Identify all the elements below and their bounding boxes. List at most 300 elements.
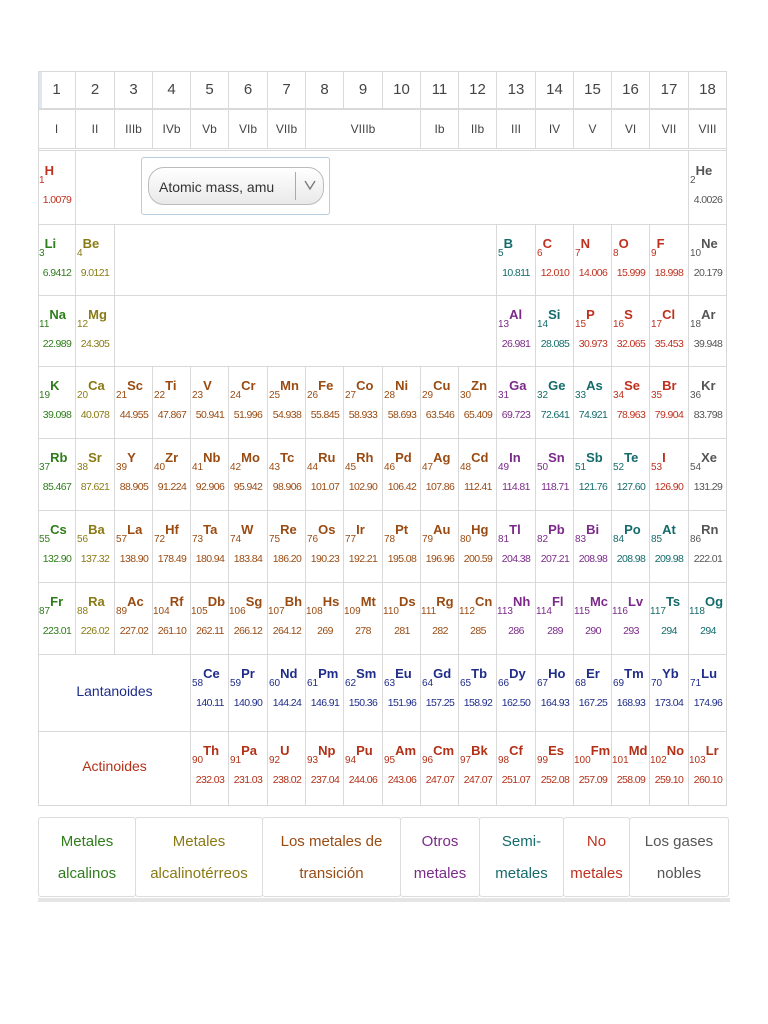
atomic-number: 38 [77, 462, 89, 473]
atomic-mass: 55.845 [310, 409, 340, 421]
element-cell-ba[interactable] [76, 510, 115, 582]
element-cell-sg[interactable] [229, 582, 268, 654]
element-cell-pr[interactable] [229, 654, 268, 731]
element-cell-li[interactable] [38, 224, 76, 295]
element-cell-u[interactable] [268, 731, 306, 805]
element-heading [613, 523, 650, 545]
atomic-mass: 72.641 [540, 409, 570, 421]
atomic-number: 74 [230, 534, 242, 545]
element-cell-hf[interactable] [153, 510, 191, 582]
atomic-number: 15 [575, 319, 587, 330]
atomic-mass: 140.90 [233, 697, 263, 709]
atomic-mass: 78.963 [616, 409, 646, 421]
element-cell-rf[interactable] [153, 582, 191, 654]
element-symbol: V [203, 378, 212, 393]
element-heading [460, 451, 497, 473]
atomic-number: 88 [77, 606, 89, 617]
atomic-number: 16 [613, 319, 625, 330]
element-cell-i[interactable] [650, 438, 689, 510]
property-select-value: Atomic mass, amu [159, 179, 275, 195]
element-symbol: Kr [701, 378, 716, 393]
atomic-mass: 91.224 [157, 481, 187, 493]
element-cell-be[interactable] [76, 224, 115, 295]
element-heading [537, 451, 574, 473]
element-cell-bh[interactable] [268, 582, 306, 654]
element-cell-lu[interactable] [689, 654, 727, 731]
element-heading [307, 379, 344, 401]
element-symbol: Ar [701, 307, 716, 322]
element-heading [575, 308, 612, 330]
element-heading [613, 308, 650, 330]
element-heading [345, 667, 382, 689]
element-cell-md[interactable] [612, 731, 650, 805]
atomic-number: 24 [230, 390, 242, 401]
atomic-number: 63 [384, 678, 396, 689]
atomic-mass: 40.078 [80, 409, 110, 421]
atomic-mass: 162.50 [501, 697, 531, 709]
element-cell-f[interactable] [650, 224, 689, 295]
atomic-number: 95 [384, 755, 396, 766]
element-cell-po[interactable] [612, 510, 650, 582]
element-cell-sc[interactable] [115, 366, 153, 438]
element-cell-c[interactable] [536, 224, 574, 295]
group-roman-header: Vb [191, 109, 229, 149]
element-cell-rn[interactable] [689, 510, 727, 582]
atomic-mass: 126.90 [654, 481, 684, 493]
atomic-mass: 289 [547, 625, 563, 637]
element-heading [690, 667, 727, 689]
element-cell-pd[interactable] [383, 438, 421, 510]
legend-button-ae[interactable] [135, 817, 263, 897]
element-cell-nd[interactable] [268, 654, 306, 731]
element-cell-fe[interactable] [306, 366, 344, 438]
atomic-number: 30 [460, 390, 472, 401]
atomic-mass: 258.09 [616, 774, 646, 786]
element-cell-cn[interactable] [459, 582, 497, 654]
element-symbol: Zn [471, 378, 488, 393]
element-heading [422, 451, 459, 473]
element-cell-zn[interactable] [459, 366, 497, 438]
atomic-mass: 138.90 [119, 553, 149, 565]
element-heading [154, 451, 191, 473]
element-cell-gd[interactable] [421, 654, 459, 731]
element-cell-si[interactable] [536, 295, 574, 366]
atomic-number: 93 [307, 755, 319, 766]
element-cell-se[interactable] [612, 366, 650, 438]
element-cell-co[interactable] [344, 366, 383, 438]
element-cell-bk[interactable] [459, 731, 497, 805]
atomic-number: 50 [537, 462, 549, 473]
element-cell-in[interactable] [497, 438, 536, 510]
atomic-mass: 238.02 [272, 774, 302, 786]
atomic-mass: 92.906 [195, 481, 225, 493]
atomic-mass: 207.21 [540, 553, 570, 565]
element-cell-os[interactable] [306, 510, 344, 582]
atomic-number: 71 [690, 678, 702, 689]
element-heading [230, 523, 267, 545]
element-cell-pt[interactable] [383, 510, 421, 582]
element-cell-sb[interactable] [574, 438, 612, 510]
element-cell-og[interactable] [689, 582, 727, 654]
atomic-mass: 28.085 [540, 338, 570, 350]
element-cell-al[interactable] [497, 295, 536, 366]
element-symbol: Rg [436, 594, 454, 609]
element-heading [345, 744, 382, 766]
element-cell-sn[interactable] [536, 438, 574, 510]
element-symbol: Es [548, 743, 565, 758]
atomic-number: 10 [690, 248, 702, 259]
element-cell-rb[interactable] [38, 438, 76, 510]
atomic-number: 98 [498, 755, 510, 766]
element-cell-ga[interactable] [497, 366, 536, 438]
element-cell-bi[interactable] [574, 510, 612, 582]
element-cell-ir[interactable] [344, 510, 383, 582]
element-cell-at[interactable] [650, 510, 689, 582]
element-cell-sr[interactable] [76, 438, 115, 510]
element-cell-yb[interactable] [650, 654, 689, 731]
element-heading [613, 379, 650, 401]
element-cell-b[interactable] [497, 224, 536, 295]
element-heading [422, 667, 459, 689]
element-cell-xe[interactable] [689, 438, 727, 510]
legend-button-ot[interactable] [400, 817, 480, 897]
element-symbol: S [624, 307, 633, 322]
element-symbol: Fr [50, 594, 64, 609]
element-cell-p[interactable] [574, 295, 612, 366]
element-heading [613, 667, 650, 689]
element-heading [154, 379, 191, 401]
element-cell-tl[interactable] [497, 510, 536, 582]
atomic-number: 27 [345, 390, 357, 401]
element-cell-ce[interactable] [191, 654, 229, 731]
element-cell-ta[interactable] [191, 510, 229, 582]
element-heading [612, 595, 649, 617]
element-symbol: Ho [548, 666, 566, 681]
legend-label: Los metales de transición [280, 833, 383, 882]
element-cell-ca[interactable] [76, 366, 115, 438]
element-cell-k[interactable] [38, 366, 76, 438]
element-cell-ds[interactable] [383, 582, 421, 654]
element-symbol: Pr [241, 666, 255, 681]
element-heading [39, 379, 76, 401]
atomic-mass: 18.998 [654, 267, 684, 279]
atomic-number: 77 [345, 534, 357, 545]
element-symbol: Pm [318, 666, 339, 681]
element-cell-te[interactable] [612, 438, 650, 510]
element-heading [498, 451, 535, 473]
atomic-mass: 286 [508, 625, 524, 637]
element-heading [230, 744, 267, 766]
element-cell-mg[interactable] [76, 295, 115, 366]
atomic-mass: 22.989 [42, 338, 72, 350]
atomic-number: 3 [39, 248, 45, 259]
element-cell-as[interactable] [574, 366, 612, 438]
group-roman-header: IVb [153, 109, 191, 149]
atomic-mass: 158.92 [463, 697, 493, 709]
element-cell-ag[interactable] [421, 438, 459, 510]
group-number-header: 2 [76, 71, 115, 109]
atomic-number: 111 [421, 606, 437, 617]
atomic-number: 70 [651, 678, 663, 689]
atomic-number: 46 [384, 462, 396, 473]
element-heading [39, 164, 76, 186]
group-number-header: 3 [115, 71, 153, 109]
element-cell-o[interactable] [612, 224, 650, 295]
group-roman-header: Ib [421, 109, 459, 149]
element-cell-ne[interactable] [689, 224, 727, 295]
element-cell-lv[interactable] [612, 582, 650, 654]
element-heading [345, 451, 382, 473]
atomic-number: 29 [422, 390, 434, 401]
element-heading [269, 451, 306, 473]
atomic-mass: 200.59 [463, 553, 493, 565]
element-cell-tc[interactable] [268, 438, 306, 510]
element-cell-mc[interactable] [574, 582, 612, 654]
element-symbol: Y [127, 450, 136, 465]
actinoids-label: Actinoides [82, 758, 147, 774]
element-heading [460, 379, 497, 401]
element-symbol: Zr [165, 450, 179, 465]
group-roman-header: IIIb [115, 109, 153, 149]
element-heading [690, 308, 727, 330]
atomic-mass: 24.305 [80, 338, 110, 350]
element-cell-pm[interactable] [306, 654, 344, 731]
atomic-number: 100 [574, 755, 591, 766]
atomic-number: 58 [192, 678, 204, 689]
atomic-mass: 282 [432, 625, 448, 637]
element-cell-lr[interactable] [689, 731, 727, 805]
group-number-header: 14 [536, 71, 574, 109]
element-symbol: Tc [280, 450, 295, 465]
element-cell-y[interactable] [115, 438, 153, 510]
element-cell-ho[interactable] [536, 654, 574, 731]
element-cell-v[interactable] [191, 366, 229, 438]
atomic-mass: 164.93 [540, 697, 570, 709]
element-cell-ar[interactable] [689, 295, 727, 366]
atomic-mass: 20.179 [693, 267, 723, 279]
atomic-mass: 196.96 [425, 553, 455, 565]
element-cell-h[interactable] [38, 151, 76, 224]
element-cell-pb[interactable] [536, 510, 574, 582]
element-cell-hs[interactable] [306, 582, 344, 654]
atomic-mass: 79.904 [654, 409, 684, 421]
element-cell-rh[interactable] [344, 438, 383, 510]
element-cell-es[interactable] [536, 731, 574, 805]
element-cell-s[interactable] [612, 295, 650, 366]
element-cell-mo[interactable] [229, 438, 268, 510]
element-cell-n[interactable] [574, 224, 612, 295]
atomic-mass: 293 [623, 625, 639, 637]
element-symbol: Gd [433, 666, 452, 681]
dropdown-separator [295, 172, 296, 200]
element-symbol: Cd [471, 450, 489, 465]
element-cell-cm[interactable] [421, 731, 459, 805]
element-cell-na[interactable] [38, 295, 76, 366]
element-heading [689, 595, 726, 617]
element-symbol: Pu [356, 743, 373, 758]
element-heading [650, 595, 687, 617]
atomic-number: 25 [269, 390, 281, 401]
element-cell-cu[interactable] [421, 366, 459, 438]
grid-line [38, 150, 727, 151]
element-cell-cf[interactable] [497, 731, 536, 805]
legend-label: Otros metales [413, 833, 467, 882]
atomic-number: 108 [306, 606, 323, 617]
atomic-mass: 4.0026 [693, 194, 723, 206]
atomic-number: 65 [460, 678, 472, 689]
atomic-number: 31 [498, 390, 510, 401]
element-heading [269, 523, 306, 545]
element-cell-w[interactable] [229, 510, 268, 582]
element-cell-cl[interactable] [650, 295, 689, 366]
atomic-number: 67 [537, 678, 549, 689]
property-dropdown[interactable] [141, 157, 330, 215]
element-cell-pa[interactable] [229, 731, 268, 805]
element-heading [574, 595, 611, 617]
atomic-number: 106 [229, 606, 246, 617]
element-cell-fl[interactable] [536, 582, 574, 654]
element-symbol: Cs [50, 522, 67, 537]
element-heading [690, 379, 727, 401]
element-cell-cs[interactable] [38, 510, 76, 582]
element-cell-th[interactable] [191, 731, 229, 805]
atomic-mass: 1.0079 [42, 194, 72, 206]
element-cell-tm[interactable] [612, 654, 650, 731]
atomic-number: 17 [651, 319, 663, 330]
category-legend [38, 817, 728, 899]
atomic-number: 18 [690, 319, 702, 330]
element-symbol: Re [280, 522, 297, 537]
legend-button-ng[interactable] [629, 817, 729, 897]
element-cell-ge[interactable] [536, 366, 574, 438]
element-heading [575, 237, 612, 259]
element-heading [651, 237, 688, 259]
element-symbol: Np [318, 743, 336, 758]
element-symbol: Si [548, 307, 561, 322]
element-cell-ra[interactable] [76, 582, 115, 654]
atomic-number: 68 [575, 678, 587, 689]
element-symbol: Rb [50, 450, 68, 465]
atomic-mass: 85.467 [42, 481, 72, 493]
element-cell-dy[interactable] [497, 654, 536, 731]
atomic-mass: 102.90 [348, 481, 378, 493]
group-number-header: 12 [459, 71, 497, 109]
element-cell-au[interactable] [421, 510, 459, 582]
element-symbol: Ta [203, 522, 218, 537]
atomic-mass: 88.905 [119, 481, 149, 493]
element-heading [230, 667, 267, 689]
atomic-number: 117 [650, 606, 666, 617]
atomic-number: 44 [307, 462, 319, 473]
group-number-header: 7 [268, 71, 306, 109]
element-heading [575, 379, 612, 401]
element-symbol: Cr [241, 378, 256, 393]
element-heading [422, 744, 459, 766]
element-cell-he[interactable] [689, 151, 727, 224]
element-cell-fm[interactable] [574, 731, 612, 805]
element-heading [384, 379, 421, 401]
group-number-header: 10 [383, 71, 421, 109]
atomic-mass: 178.49 [157, 553, 187, 565]
element-symbol: Nb [203, 450, 221, 465]
atomic-mass: 261.10 [157, 625, 187, 637]
legend-button-sm[interactable] [479, 817, 564, 897]
element-cell-ti[interactable] [153, 366, 191, 438]
element-cell-am[interactable] [383, 731, 421, 805]
atomic-mass: 95.942 [233, 481, 263, 493]
element-cell-cd[interactable] [459, 438, 497, 510]
element-cell-la[interactable] [115, 510, 153, 582]
legend-button-alk[interactable] [38, 817, 136, 897]
element-cell-fr[interactable] [38, 582, 76, 654]
element-heading [384, 523, 421, 545]
element-cell-sm[interactable] [344, 654, 383, 731]
element-cell-no[interactable] [650, 731, 689, 805]
element-symbol: Ge [548, 378, 566, 393]
element-symbol: Sb [586, 450, 603, 465]
atomic-mass: 281 [394, 625, 410, 637]
element-cell-eu[interactable] [383, 654, 421, 731]
element-symbol: Ag [433, 450, 451, 465]
atomic-number: 89 [116, 606, 128, 617]
atomic-mass: 101.07 [310, 481, 340, 493]
element-cell-cr[interactable] [229, 366, 268, 438]
element-symbol: O [618, 236, 629, 251]
element-symbol: Ga [509, 378, 527, 393]
element-cell-ni[interactable] [383, 366, 421, 438]
element-cell-tb[interactable] [459, 654, 497, 731]
element-heading [536, 595, 573, 617]
element-symbol: Ra [88, 594, 105, 609]
element-cell-hg[interactable] [459, 510, 497, 582]
atomic-number: 34 [613, 390, 625, 401]
element-heading [229, 595, 266, 617]
element-cell-er[interactable] [574, 654, 612, 731]
element-cell-ru[interactable] [306, 438, 344, 510]
element-cell-rg[interactable] [421, 582, 459, 654]
atomic-mass: 140.11 [196, 697, 224, 709]
element-cell-kr[interactable] [689, 366, 727, 438]
element-cell-re[interactable] [268, 510, 306, 582]
element-cell-db[interactable] [191, 582, 229, 654]
legend-button-tm[interactable] [262, 817, 401, 897]
element-symbol: At [662, 522, 676, 537]
element-cell-nh[interactable] [497, 582, 536, 654]
element-cell-zr[interactable] [153, 438, 191, 510]
legend-button-nm[interactable] [563, 817, 630, 897]
element-cell-pu[interactable] [344, 731, 383, 805]
element-symbol: Te [624, 450, 639, 465]
chevron-down-icon[interactable] [303, 176, 317, 194]
element-symbol: Ni [395, 378, 409, 393]
element-symbol: Sm [356, 666, 377, 681]
element-cell-br[interactable] [650, 366, 689, 438]
element-cell-mn[interactable] [268, 366, 306, 438]
atomic-number: 8 [613, 248, 619, 259]
element-cell-mt[interactable] [344, 582, 383, 654]
atomic-number: 49 [498, 462, 510, 473]
element-cell-ac[interactable] [115, 582, 153, 654]
element-cell-ts[interactable] [650, 582, 689, 654]
element-symbol: Cf [509, 743, 523, 758]
element-symbol: He [695, 163, 713, 178]
atomic-mass: 26.981 [501, 338, 531, 350]
element-symbol: Co [356, 378, 374, 393]
property-select[interactable] [148, 167, 324, 205]
element-cell-nb[interactable] [191, 438, 229, 510]
element-cell-np[interactable] [306, 731, 344, 805]
element-symbol: N [580, 236, 590, 251]
